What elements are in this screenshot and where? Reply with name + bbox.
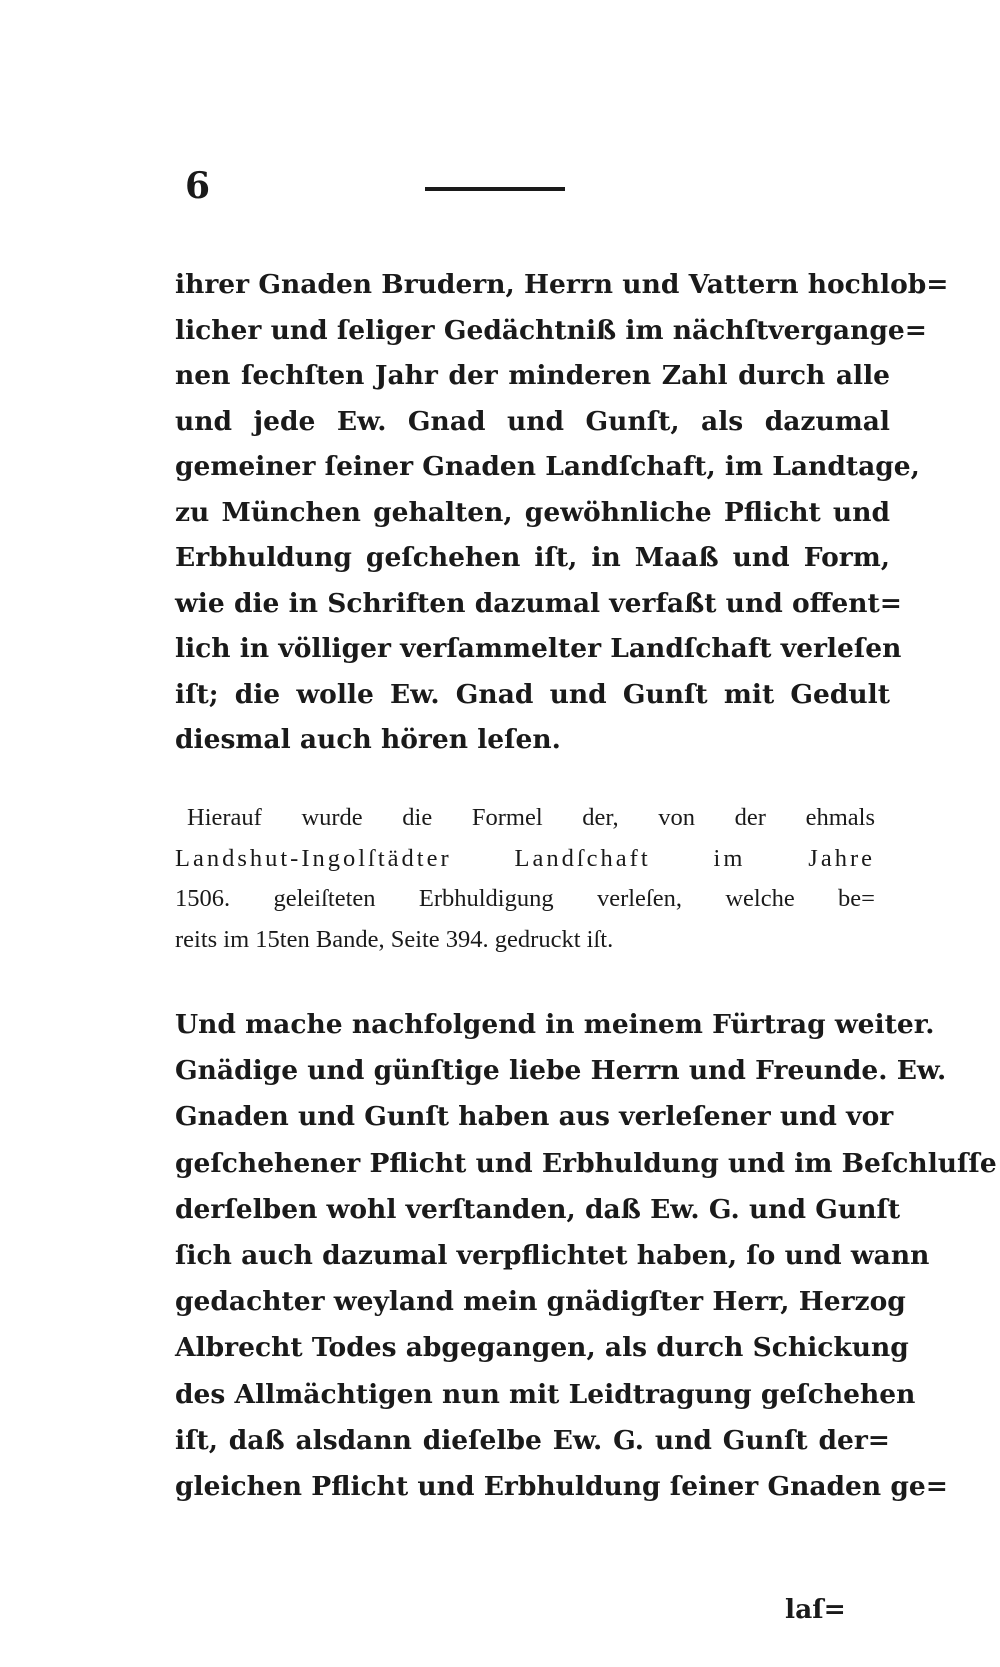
text-line: iſt, daß alsdann dieſelbe Ew. G. und Gunſt der= — [175, 1424, 890, 1456]
text-line: gemeiner ſeiner Gnaden Landſchaft, im Landtage, — [175, 451, 920, 482]
text-line: licher und ſeliger Gedächtniß im nächſtvergange= — [175, 314, 927, 346]
text-line: iſt; die wolle Ew. Gnad und Gunſt mit Gedult — [175, 678, 890, 710]
text-line: Erbhuldung geſchehen iſt, in Maaß und Form, — [175, 542, 890, 573]
text-line: Hierauf wurde die Formel der, von der ehmals — [187, 804, 875, 831]
catchword: laſ= — [785, 1594, 846, 1625]
text-line: Albrecht Todes abgegangen, als durch Schickung — [175, 1332, 909, 1364]
text-line: derſelben wohl verſtanden, daß Ew. G. und Gunſt — [175, 1193, 901, 1225]
text-line: ihrer Gnaden Brudern, Herrn und Vattern hochlob= — [175, 269, 949, 300]
text-line: 1506. geleiſteten Erbhuldigung verleſen, welche be= — [175, 885, 875, 912]
text-line: nen ſechſten Jahr der minderen Zahl durch alle — [175, 360, 890, 391]
text-line: des Allmächtigen nun mit Leidtragung geſchehen — [175, 1378, 916, 1410]
text-line: zu München gehalten, gewöhnliche Pflicht und — [175, 496, 890, 528]
paragraph-2 — [175, 798, 875, 960]
text-line: Landshut-Ingolſtädter Landſchaft im Jahre — [175, 844, 875, 872]
text-line: und jede Ew. Gnad und Gunſt, als dazumal — [175, 405, 890, 437]
paragraph-3 — [175, 1002, 997, 1510]
text-line: Gnädige und günſtige liebe Herrn und Freunde. Ew. — [175, 1055, 947, 1087]
paragraph-1 — [175, 262, 949, 763]
text-line: gleichen Pflicht und Erbhuldung ſeiner Gnaden ge= — [175, 1471, 948, 1503]
text-line: ſich auch dazumal verpflichtet haben, ſo und wann — [175, 1240, 930, 1272]
page-number: 6 — [185, 165, 211, 207]
text-line: Und mache nachfolgend in meinem Fürtrag weiter. — [175, 1009, 935, 1040]
text-line: geſchehener Pflicht und Erbhuldung und im Beſchluſſe — [175, 1147, 997, 1179]
header-rule — [425, 187, 565, 191]
text-line: reits im 15ten Bande, Seite 394. gedruckt iſt. — [175, 925, 614, 953]
text-line: Gnaden und Gunſt haben aus verleſener und vor — [175, 1101, 894, 1133]
text-line: diesmal auch hören leſen. — [175, 724, 561, 755]
text-line: lich in völliger verſammelter Landſchaft verleſen — [175, 633, 902, 664]
text-line: wie die in Schriften dazumal verfaßt und offent= — [175, 587, 902, 619]
text-line: gedachter weyland mein gnädigſter Herr, Herzog — [175, 1286, 906, 1318]
